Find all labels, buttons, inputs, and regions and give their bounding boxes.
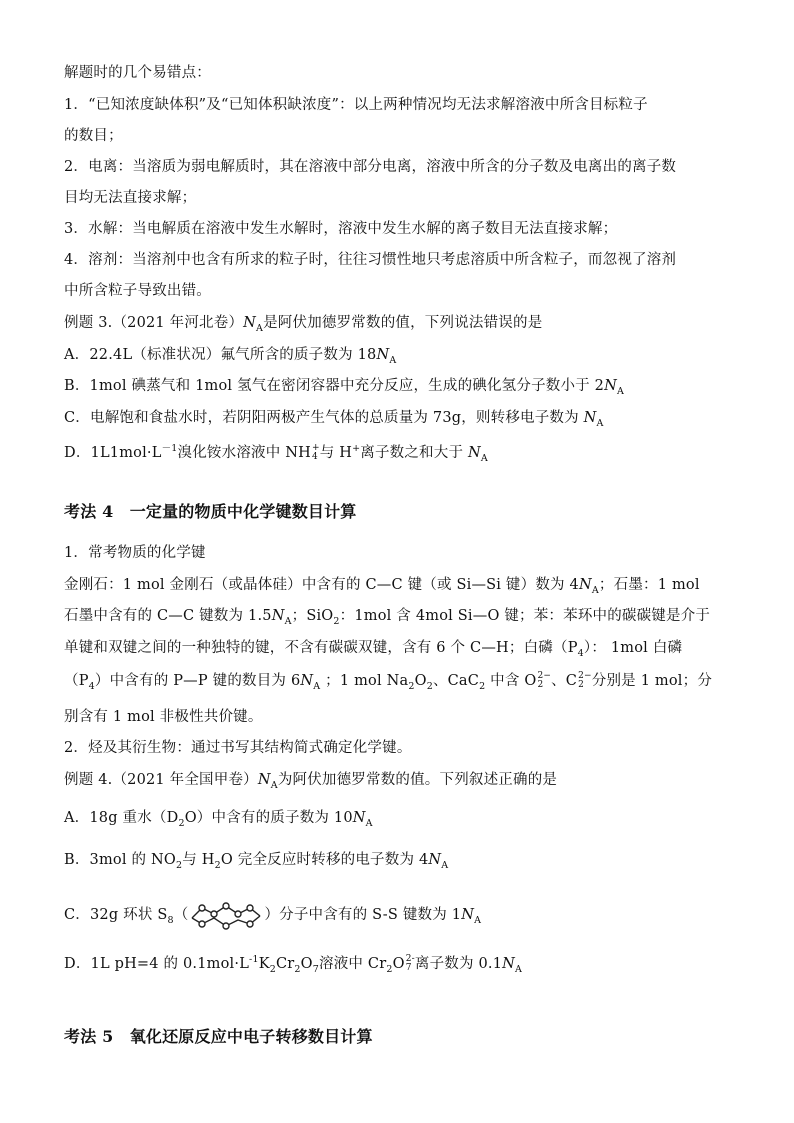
intro-point-2b: 目均无法直接求解；: [64, 190, 197, 206]
s8-ring-diagram: [188, 900, 264, 930]
section4-sub1: 1．常考物质的化学键: [64, 545, 206, 561]
example3-option-c: C．电解饱和食盐水时，若阴阳两极产生气体的总质量为 73g，则转移电子数为 $N_A$: [64, 410, 604, 429]
section4-line5: 别含有 1 mol 非极性共价键。: [64, 709, 263, 725]
example3-option-a: A．22.4L（标准状况）氟气所含的质子数为 $18N_A$: [64, 347, 397, 366]
section5-heading: 考法 5 氧化还原反应中电子转移数目计算: [64, 1027, 373, 1046]
example3-option-d: D．$1L1mol\cdot L^{-1}$溴化铵水溶液中 NH + 4 与 H+离子数之和大于 $N_A$: [64, 443, 488, 464]
intro-point-1b: 的数目；: [64, 128, 123, 144]
section4-line4: $(P_4)$中含有的 P—P 键的数目为 $6N_A$ ；1 mol $Na_2O_2$、CaC$_2$ 中含 O 2− 2 、C 2− 2 分别是 1 mol；分: [64, 671, 713, 692]
intro-point-4b: 中所含粒子导致出错。: [64, 283, 211, 299]
example4-option-a: A．18g 重水$(D_2O)$中含有的质子数为 $10N_A$: [64, 810, 373, 829]
intro-point-1a: 1．“已知浓度缺体积”及“已知体积缺浓度”：以上两种情况均无法求解溶液中所含目标粒子: [64, 97, 648, 113]
example3-stem: 例题 3.（2021 年河北卷）$N_A$是阿伏加德罗常数的值，下列说法错误的是: [64, 315, 543, 334]
intro-point-4a: 4．溶剂：当溶剂中也含有所求的粒子时，往往习惯性地只考虑溶质中所含粒子，而忽视了溶剂: [64, 252, 677, 268]
intro-point-2a: 2．电离：当溶质为弱电解质时，其在溶液中部分电离，溶液中所含的分子数及电离出的离子数: [64, 159, 677, 175]
intro-point-3: 3．水解：当电解质在溶液中发生水解时，溶液中发生水解的离子数目无法直接求解；: [64, 221, 618, 237]
intro-title: 解题时的几个易错点：: [64, 65, 211, 81]
example3-option-b: B．1mol 碘蒸气和 1mol 氢气在密闭容器中充分反应，生成的碘化氢分子数小于 $2N_A$: [64, 378, 625, 397]
section4-sub2: 2．烃及其衍生物：通过书写其结构简式确定化学键。: [64, 740, 412, 756]
example4-option-c: C．32g 环状 $S_8$（ ）分子中含有的 S-S 键数为 $1N_A$: [64, 900, 734, 930]
example4-option-b: B．3mol 的 $NO_2$与 $H_2O$ 完全反应时转移的电子数为 $4N_A$: [64, 852, 449, 871]
section4-line3: 单键和双键之间的一种独特的键，不含有碳碳双键，含有 6 个 C—H；白磷$(P_4)$： 1mol 白磷: [64, 640, 683, 659]
example4-stem: 例题 4.（2021 年全国甲卷）$N_A$为阿伏加德罗常数的值。下列叙述正确的是: [64, 772, 558, 791]
example4-option-d: D．1L pH=4 的 $0.1mol\cdot L^{-1}K_2Cr_2O_7$溶液中 $Cr_2O$ 2- 7 离子数为 $0.1N_A$: [64, 954, 523, 975]
section4-heading: 考法 4 一定量的物质中化学键数目计算: [64, 502, 357, 521]
section4-line2: 石墨中含有的 C—C 键数为 $1.5N_A$；SiO$_2$：1mol 含 4mol Si—O 键；苯：苯环中的碳碳键是介于: [64, 608, 711, 627]
section4-line1: 金刚石：1 mol 金刚石（或晶体硅）中含有的 C—C 键（或 Si—Si 键）数为 $4N_A$；石墨：1 mol: [64, 577, 700, 596]
